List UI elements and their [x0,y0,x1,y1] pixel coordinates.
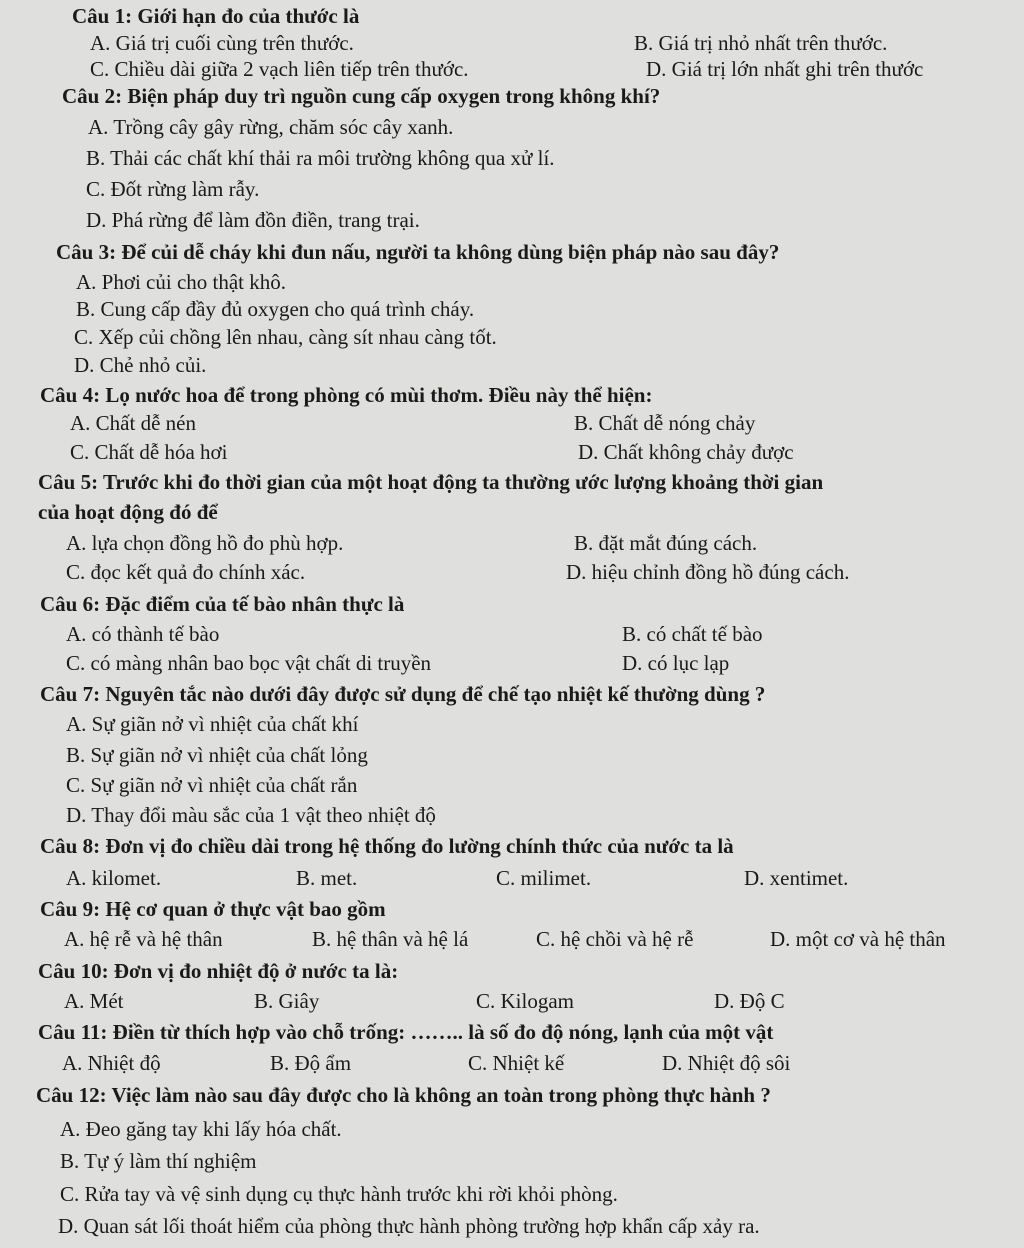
question-11-option-a: A. Nhiệt độ [62,1051,161,1075]
question-4-option-a: A. Chất dễ nén [70,411,196,435]
question-5-option-d: D. hiệu chỉnh đồng hồ đúng cách. [566,560,850,584]
question-7-option-c: C. Sự giãn nở vì nhiệt của chất rắn [66,773,358,797]
question-7-option-b: B. Sự giãn nở vì nhiệt của chất lỏng [66,743,368,767]
question-12-option-d: D. Quan sát lối thoát hiểm của phòng thực hành phòng trường hợp khẩn cấp xảy ra. [58,1214,760,1238]
question-11-option-c: C. Nhiệt kế [468,1051,565,1075]
question-8-option-a: A. kilomet. [66,866,162,890]
question-10-title: Câu 10: Đơn vị đo nhiệt độ ở nước ta là: [38,959,399,983]
question-8-option-d: D. xentimet. [744,866,849,890]
question-5-title-continued: của hoạt động đó để [38,500,218,524]
question-3-option-d: D. Chẻ nhỏ củi. [74,353,207,377]
question-4-option-b: B. Chất dễ nóng chảy [574,411,756,435]
question-4-title: Câu 4: Lọ nước hoa để trong phòng có mùi thơm. Điều này thể hiện: [40,383,653,407]
question-5-title: Câu 5: Trước khi đo thời gian của một hoạt động ta thường ước lượng khoảng thời gian [38,470,824,494]
question-3-option-a: A. Phơi củi cho thật khô. [76,270,286,294]
question-2-title: Câu 2: Biện pháp duy trì nguồn cung cấp oxygen trong không khí? [62,84,661,108]
question-6-option-c: C. có màng nhân bao bọc vật chất di truyền [66,651,432,675]
question-9-option-a: A. hệ rễ và hệ thân [64,927,223,951]
question-12-option-a: A. Đeo găng tay khi lấy hóa chất. [60,1117,342,1141]
question-10-option-d: D. Độ C [714,989,785,1013]
question-2-option-c: C. Đốt rừng làm rẫy. [86,177,260,201]
question-11-option-d: D. Nhiệt độ sôi [662,1051,791,1075]
question-6-option-b: B. có chất tế bào [622,622,763,646]
question-1-title: Câu 1: Giới hạn đo của thước là [72,4,360,28]
question-3-option-c: C. Xếp củi chồng lên nhau, càng sít nhau càng tốt. [74,325,497,349]
question-4-option-c: C. Chất dễ hóa hơi [70,440,228,464]
question-5-option-c: C. đọc kết quả đo chính xác. [66,560,306,584]
question-2-option-b: B. Thải các chất khí thải ra môi trường không qua xử lí. [86,146,555,170]
question-6-title: Câu 6: Đặc điểm của tế bào nhân thực là [40,592,405,616]
question-9-title: Câu 9: Hệ cơ quan ở thực vật bao gồm [40,897,386,921]
question-1-option-b: B. Giá trị nhỏ nhất trên thước. [634,31,888,55]
question-11-title: Câu 11: Điền từ thích hợp vào chỗ trống: …….. là số đo độ nóng, lạnh của một vật [38,1020,774,1044]
question-8-option-b: B. met. [296,866,358,890]
question-11-option-b: B. Độ ẩm [270,1051,352,1075]
question-6-option-d: D. có lục lạp [622,651,730,675]
question-12-title: Câu 12: Việc làm nào sau đây được cho là không an toàn trong phòng thực hành ? [36,1083,771,1107]
question-10-option-a: A. Mét [64,989,124,1013]
question-2-option-d: D. Phá rừng để làm đồn điền, trang trại. [86,208,420,232]
question-3-option-b: B. Cung cấp đầy đủ oxygen cho quá trình cháy. [76,297,475,321]
question-1-option-d: D. Giá trị lớn nhất ghi trên thước [646,57,924,81]
question-9-option-b: B. hệ thân và hệ lá [312,927,469,951]
question-3-title: Câu 3: Để củi dễ cháy khi đun nấu, người ta không dùng biện pháp nào sau đây? [56,240,780,264]
question-9-option-d: D. một cơ và hệ thân [770,927,946,951]
question-1-option-a: A. Giá trị cuối cùng trên thước. [90,31,354,55]
question-10-option-c: C. Kilogam [476,989,574,1013]
question-7-title: Câu 7: Nguyên tắc nào dưới đây được sử dụng để chế tạo nhiệt kế thường dùng ? [40,682,766,706]
question-9-option-c: C. hệ chồi và hệ rễ [536,927,694,951]
question-7-option-d: D. Thay đổi màu sắc của 1 vật theo nhiệt độ [66,803,436,827]
question-1-option-c: C. Chiều dài giữa 2 vạch liên tiếp trên thước. [90,57,469,81]
question-5-option-b: B. đặt mắt đúng cách. [574,531,758,555]
question-8-option-c: C. milimet. [496,866,592,890]
question-12-option-c: C. Rửa tay và vệ sinh dụng cụ thực hành trước khi rời khỏi phòng. [60,1182,618,1206]
question-6-option-a: A. có thành tế bào [66,622,220,646]
question-5-option-a: A. lựa chọn đồng hồ đo phù hợp. [66,531,344,555]
question-12-option-b: B. Tự ý làm thí nghiệm [60,1149,257,1173]
question-8-title: Câu 8: Đơn vị đo chiều dài trong hệ thống đo lường chính thức của nước ta là [40,834,734,858]
question-4-option-d: D. Chất không chảy được [578,440,794,464]
question-7-option-a: A. Sự giãn nở vì nhiệt của chất khí [66,712,359,736]
question-2-option-a: A. Trồng cây gây rừng, chăm sóc cây xanh. [88,115,454,139]
question-10-option-b: B. Giây [254,989,320,1013]
